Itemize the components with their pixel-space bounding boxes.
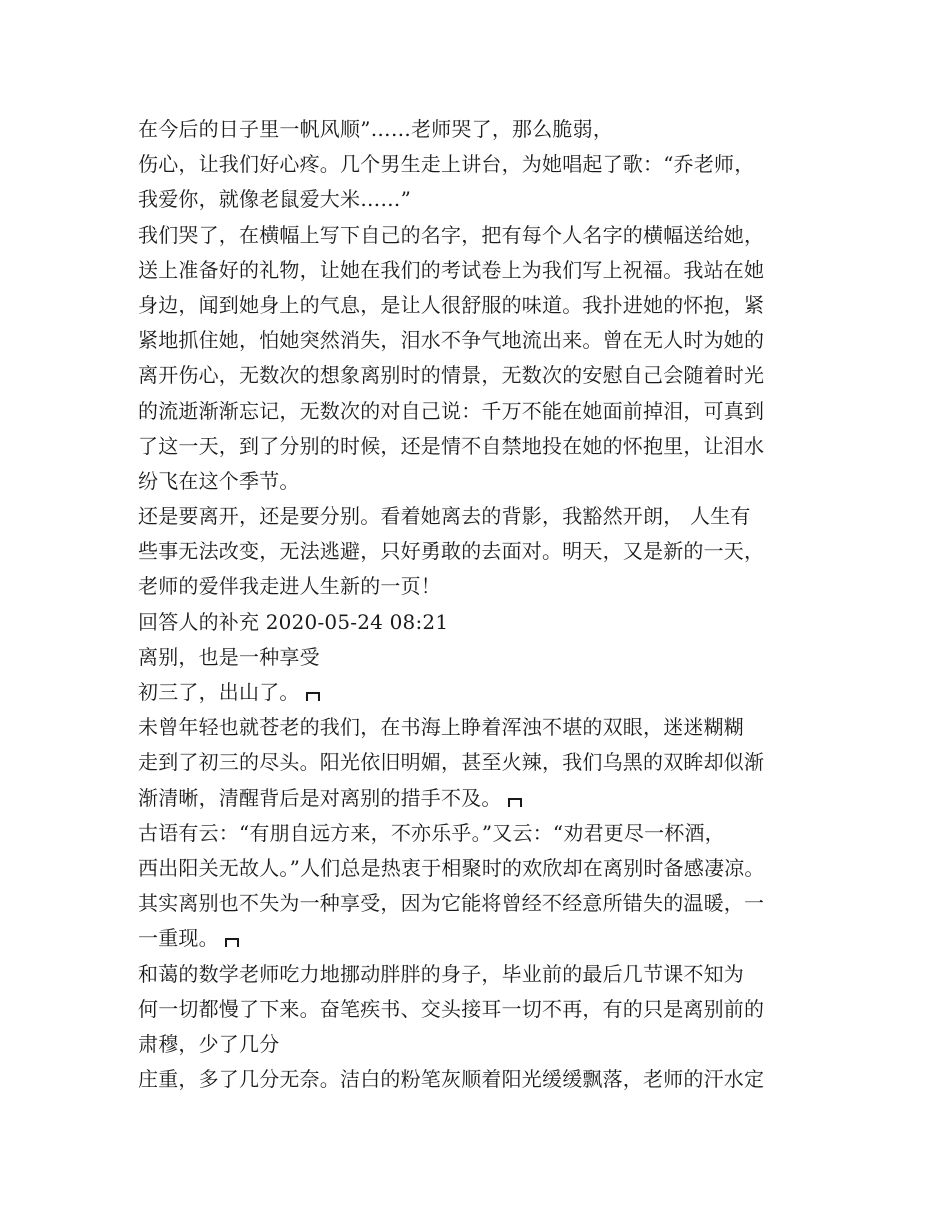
text-line: 肃穆，少了几分: [138, 1031, 280, 1056]
text-line: 离开伤心，无数次的想象离别时的情景，无数次的安慰自己会随着时光: [138, 363, 765, 388]
text-line: 初三了，出山了。: [138, 680, 300, 704]
text-line: 纷飞在这个季节。: [138, 468, 300, 493]
text-line: 身边，闻到她身上的气息，是让人很舒服的味道。我扑进她的怀抱，紧: [138, 292, 765, 317]
text-line-with-mark: [138, 781, 828, 816]
paragraph-mark-icon: [508, 798, 522, 807]
text-line: 庄重，多了几分无奈。洁白的粉笔灰顺着阳光缓缓飘落，老师的汗水定: [138, 1067, 765, 1092]
text-line: 还是要离开，还是要分别。看着她离去的背影，我豁然开朗， 人生有: [138, 504, 751, 529]
paragraph-mark-icon: [225, 938, 239, 947]
body-text: [138, 112, 828, 1097]
text-line: 走到了初三的尽头。阳光依旧明媚，甚至火辣，我们乌黑的双眸却似渐: [138, 750, 765, 775]
text-line: 我爱你，就像老鼠爱大米……”: [138, 187, 412, 212]
text-line: 和蔼的数学老师吃力地挪动胖胖的身子，毕业前的最后几节课不知为: [138, 961, 744, 986]
text-line: 何一切都慢了下来。奋笔疾书、交头接耳一切不再，有的只是离别前的: [138, 996, 765, 1021]
text-line: 伤心，让我们好心疼。几个男生走上讲台，为她唱起了歌：“乔老师，: [138, 152, 755, 177]
text-line: 老师的爱伴我走进人生新的一页！: [138, 574, 441, 599]
text-line: 西出阳关无故人。”人们总是热衷于相聚时的欢欣却在离别时备感凄凉。: [138, 855, 765, 880]
essay-title: 离别，也是一种享受: [138, 644, 320, 669]
text-line: 的流逝渐渐忘记，无数次的对自己说：千万不能在她面前掉泪，可真到: [138, 398, 765, 423]
text-line: 渐清晰，清醒背后是对离别的措手不及。: [138, 785, 502, 810]
text-line: 在今后的日子里一帆风顺”……老师哭了，那么脆弱，: [138, 117, 614, 141]
text-line: 一重现。: [138, 926, 219, 951]
text-line: 送上准备好的礼物，让她在我们的考试卷上为我们写上祝福。我站在她: [138, 257, 765, 282]
paragraph-mark-icon: [306, 692, 320, 701]
text-line-with-mark: [138, 921, 828, 956]
answer-supplement-header: 回答人的补充 2020-05-24 08:21: [138, 609, 449, 634]
text-line-with-mark: [138, 675, 828, 710]
text-line: 了这一天，到了分别的时候，还是情不自禁地投在她的怀抱里，让泪水: [138, 433, 765, 458]
text-line: 古语有云：“有朋自远方来，不亦乐乎。”又云：“劝君更尽一杯酒，: [138, 820, 725, 845]
text-line: 未曾年轻也就苍老的我们，在书海上睁着浑浊不堪的双眼，迷迷糊糊: [138, 715, 744, 740]
text-line: 我们哭了，在横幅上写下自己的名字，把有每个人名字的横幅送给她，: [138, 222, 765, 247]
text-line: 紧地抓住她，怕她突然消失，泪水不争气地流出来。曾在无人时为她的: [138, 328, 765, 353]
text-line: 些事无法改变，无法逃避，只好勇敢的去面对。明天，又是新的一天，: [138, 539, 765, 564]
text-line: 其实离别也不失为一种享受，因为它能将曾经不经意所错失的温暖，一: [138, 891, 765, 916]
